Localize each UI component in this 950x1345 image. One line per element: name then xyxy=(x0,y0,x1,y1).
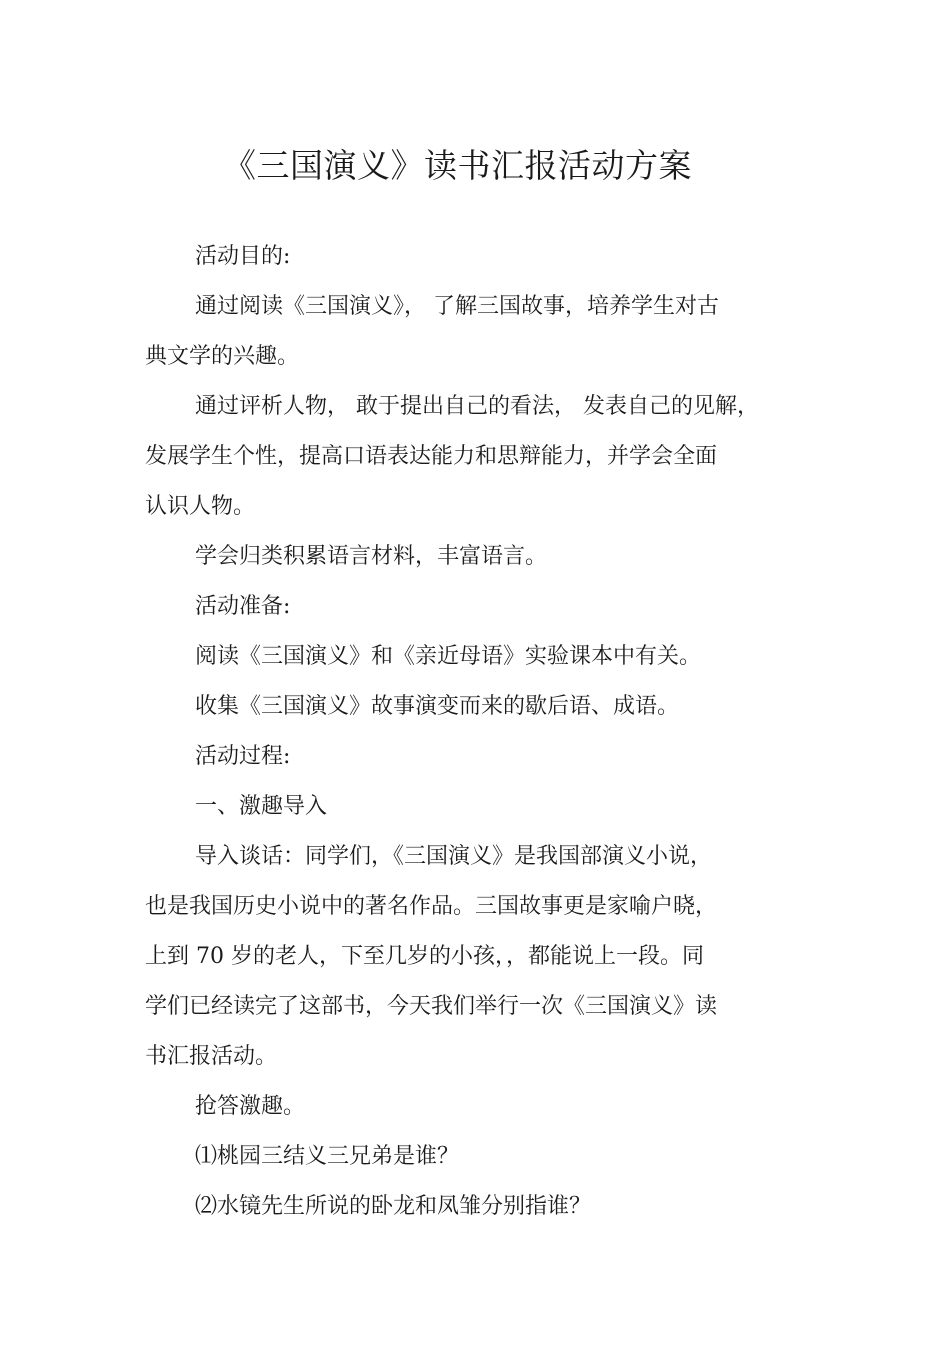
paragraph-line: 书汇报活动。 xyxy=(145,1044,278,1069)
paragraph-line: 认识人物。 xyxy=(145,494,256,519)
paragraph-line: 典文学的兴趣。 xyxy=(145,344,300,369)
paragraph-line: 通过阅读《三国演义》， 了解三国故事，培养学生对古 xyxy=(195,294,719,319)
paragraph-line: 导入谈话：同学们，《三国演义》是我国部演义小说， xyxy=(195,844,713,869)
paragraph-line: 学会归类积累语言材料，丰富语言。 xyxy=(195,544,548,569)
paragraph-line: 发展学生个性，提高口语表达能力和思辩能力，并学会全面 xyxy=(145,444,718,469)
subsection-heading: 一、激趣导入 xyxy=(195,794,328,819)
paragraph-line: 也是我国历史小说中的著名作品。三国故事更是家喻户晓， xyxy=(145,894,718,919)
question-item: ⑴桃园三结义三兄弟是谁？ xyxy=(195,1144,460,1169)
paragraph-line: 上到 70 岁的老人，下至几岁的小孩，，都能说上一段。同 xyxy=(145,944,704,969)
paragraph-line: 通过评析人物， 敢于提出自己的看法， 发表自己的见解， xyxy=(195,394,759,419)
section-heading-purpose: 活动目的: xyxy=(195,244,291,269)
section-heading-process: 活动过程: xyxy=(195,744,291,769)
document-title: 《三国演义》读书汇报活动方案 xyxy=(223,146,692,186)
section-heading-preparation: 活动准备: xyxy=(195,594,291,619)
question-item: ⑵水镜先生所说的卧龙和凤雏分别指谁？ xyxy=(195,1194,592,1219)
paragraph-line: 阅读《三国演义》和《亲近母语》实验课本中有关。 xyxy=(195,644,702,669)
paragraph-line: 抢答激趣。 xyxy=(195,1094,306,1119)
paragraph-line: 收集《三国演义》故事演变而来的歇后语、成语。 xyxy=(195,694,680,719)
paragraph-line: 学们已经读完了这部书，今天我们举行一次《三国演义》读 xyxy=(145,994,718,1019)
